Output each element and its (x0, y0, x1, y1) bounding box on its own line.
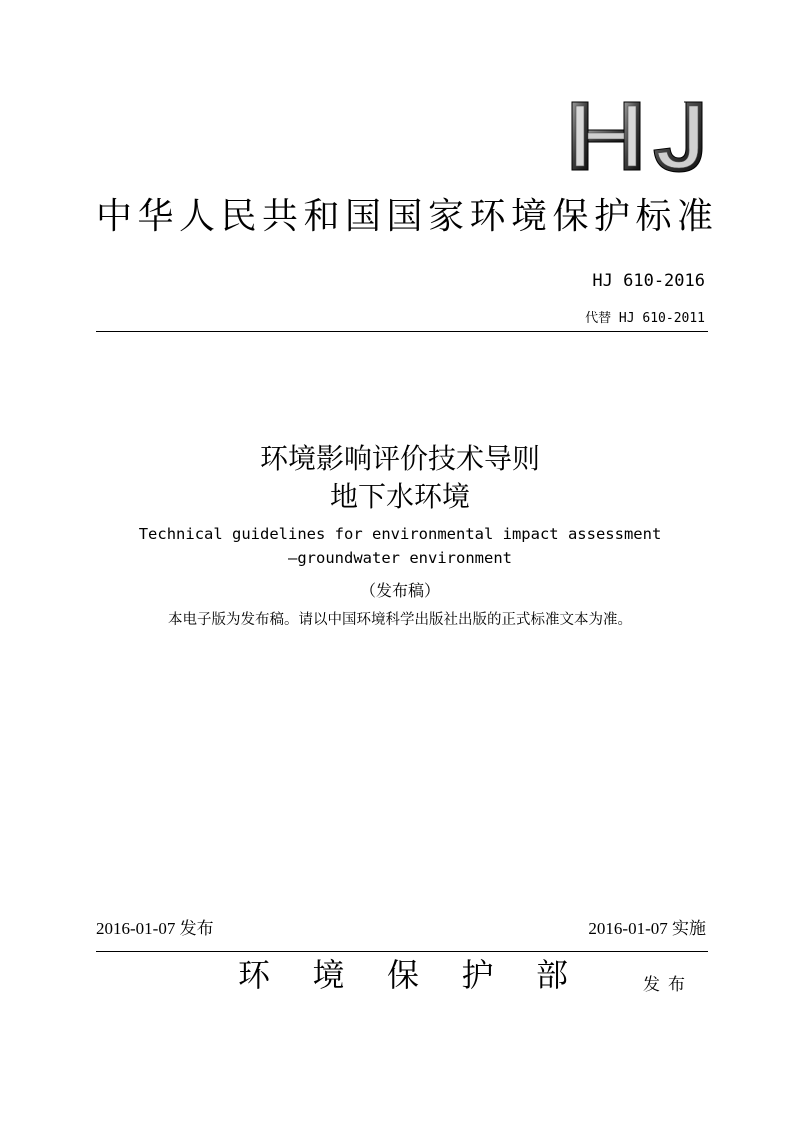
issuing-ministry (238, 954, 568, 996)
header-divider (96, 331, 708, 332)
logo-letter-h (572, 102, 640, 170)
title-en-line1: Technical guidelines for environmental impact assessment (138, 525, 662, 543)
title-cn-line1: 环境影响评价技术导则 (259, 442, 540, 475)
publish-label: 发布 (643, 975, 693, 995)
issue-date: 2016-01-07 发布 (96, 919, 214, 938)
edition-notice: 本电子版为发布稿。请以中国环境科学出版社出版的正式标准文本为准。 (168, 612, 632, 628)
ministry-char: 护 (461, 956, 494, 994)
ministry-char: 保 (386, 956, 419, 994)
hj-logo (568, 96, 708, 176)
title-cn-line2: 地下水环境 (329, 480, 470, 513)
title-en-line2: —groundwater environment (288, 549, 512, 567)
draft-label: （发布稿） (359, 581, 440, 600)
svg-text:HJ: HJ (568, 96, 570, 97)
country-standard-title: 中华人民共和国国家环境保护标准 (96, 196, 719, 237)
ministry-char: 境 (312, 956, 345, 994)
footer-divider (96, 951, 708, 952)
replaces-standard: 代替 HJ 610-2011 (585, 311, 705, 326)
ministry-char: 环 (238, 956, 271, 994)
implementation-date: 2016-01-07 实施 (588, 919, 706, 938)
ministry-char: 部 (535, 956, 568, 994)
logo-letter-j (654, 102, 702, 172)
standard-number: HJ 610-2016 (592, 271, 705, 291)
